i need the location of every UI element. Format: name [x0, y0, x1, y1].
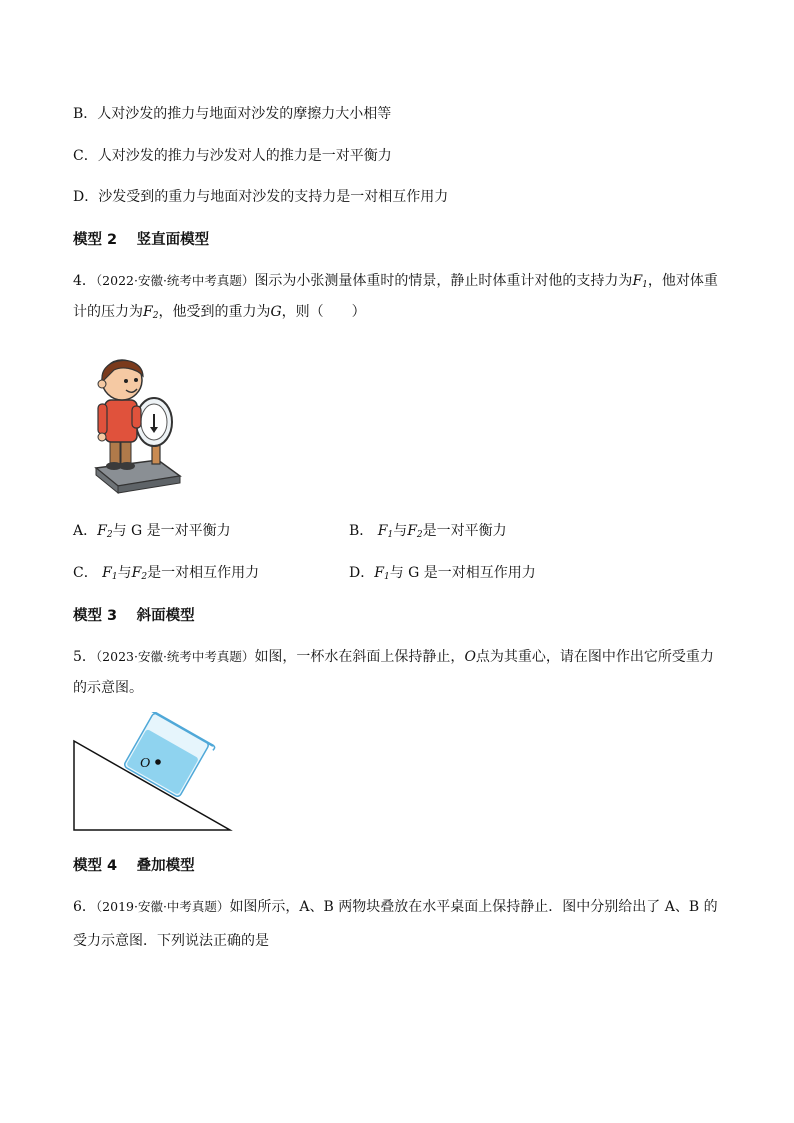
option-letter: C． — [73, 565, 98, 581]
q4-stem-line-1 — [73, 270, 718, 290]
center-of-gravity-dot — [155, 759, 161, 765]
f: F — [377, 523, 388, 539]
q6-stem-line-1 — [73, 896, 718, 916]
subscript: 1 — [387, 530, 394, 540]
beaker-on-incline-figure — [70, 712, 234, 834]
subscript: 2 — [416, 530, 423, 540]
q4-text: 计的压力为 — [73, 304, 143, 320]
option-letter: A． — [73, 523, 98, 539]
q4-text: ，则（ ） — [281, 304, 366, 320]
q5-text: 如图，一杯水在斜面上保持静止， — [254, 649, 465, 665]
q4-f1: F — [632, 273, 643, 289]
option-text: 与 G 是一对相互作用力 — [389, 565, 536, 581]
q4-option-a — [73, 520, 231, 540]
subscript: 2 — [141, 572, 148, 582]
option-text: 与 — [117, 565, 132, 581]
subscript: 1 — [383, 572, 390, 582]
q3-option-c: C．人对沙发的推力与沙发对人的推力是一对平衡力 — [73, 148, 392, 164]
q4-text: 图示为小张测量体重时的情景，静止时体重计对他的支持力为 — [254, 273, 633, 289]
f: F — [131, 565, 142, 581]
q5-stem-line-1 — [73, 646, 714, 666]
q4-text: ，他受到的重力为 — [158, 304, 271, 320]
q6-text: 如图所示，A、B 两物块叠放在水平桌面上保持静止．图中分别给出了 A、B 的 — [229, 899, 718, 915]
q4-f2: F — [143, 304, 153, 320]
q6-number: 6． — [73, 899, 96, 915]
f: F — [97, 523, 107, 539]
q6-stem-line-2: 受力示意图．下列说法正确的是 — [73, 933, 269, 949]
option-text: 是一对相互作用力 — [147, 565, 260, 581]
q5-number: 5． — [73, 649, 96, 665]
q4-stem-line-2 — [73, 301, 366, 321]
option-text: 与 — [393, 523, 408, 539]
q5-text: 点为其重心，请在图中作出它所受重力 — [475, 649, 714, 665]
section-heading-model-3: 模型 3 斜面模型 — [73, 608, 195, 624]
option-letter: D． — [349, 565, 375, 581]
option-text: 与 G 是一对平衡力 — [112, 523, 231, 539]
f: F — [407, 523, 417, 539]
q6-source: （2019·安徽·中考真题） — [95, 899, 230, 914]
center-of-gravity-label: O — [140, 756, 151, 771]
subscript: 1 — [111, 572, 118, 582]
section-heading-model-2: 模型 2 竖直面模型 — [73, 232, 210, 248]
q4-option-c — [73, 562, 259, 582]
q4-number: 4． — [73, 273, 96, 289]
q3-option-d: D．沙发受到的重力与地面对沙发的支持力是一对相互作用力 — [73, 189, 449, 205]
option-letter: B． — [349, 523, 374, 539]
q5-stem-line-2: 的示意图。 — [73, 680, 143, 696]
subscript: 1 — [642, 280, 648, 290]
q3-option-b: B．人对沙发的推力与地面对沙发的摩擦力大小相等 — [73, 106, 392, 122]
subscript: 2 — [106, 530, 113, 540]
q4-g: G — [270, 304, 282, 320]
q4-source: （2022·安徽·统考中考真题） — [95, 273, 255, 288]
q4-option-b — [349, 520, 507, 540]
q5-source: （2023·安徽·统考中考真题） — [95, 649, 255, 664]
q5-o: O — [464, 649, 476, 665]
boy-on-scale-figure — [92, 350, 184, 496]
section-heading-model-4: 模型 4 叠加模型 — [73, 858, 195, 874]
q4-text: ，他对体重 — [647, 273, 718, 289]
q4-option-d — [349, 562, 536, 582]
subscript: 2 — [152, 311, 159, 321]
f: F — [374, 565, 384, 581]
option-text: 是一对平衡力 — [422, 523, 507, 539]
f: F — [102, 565, 112, 581]
